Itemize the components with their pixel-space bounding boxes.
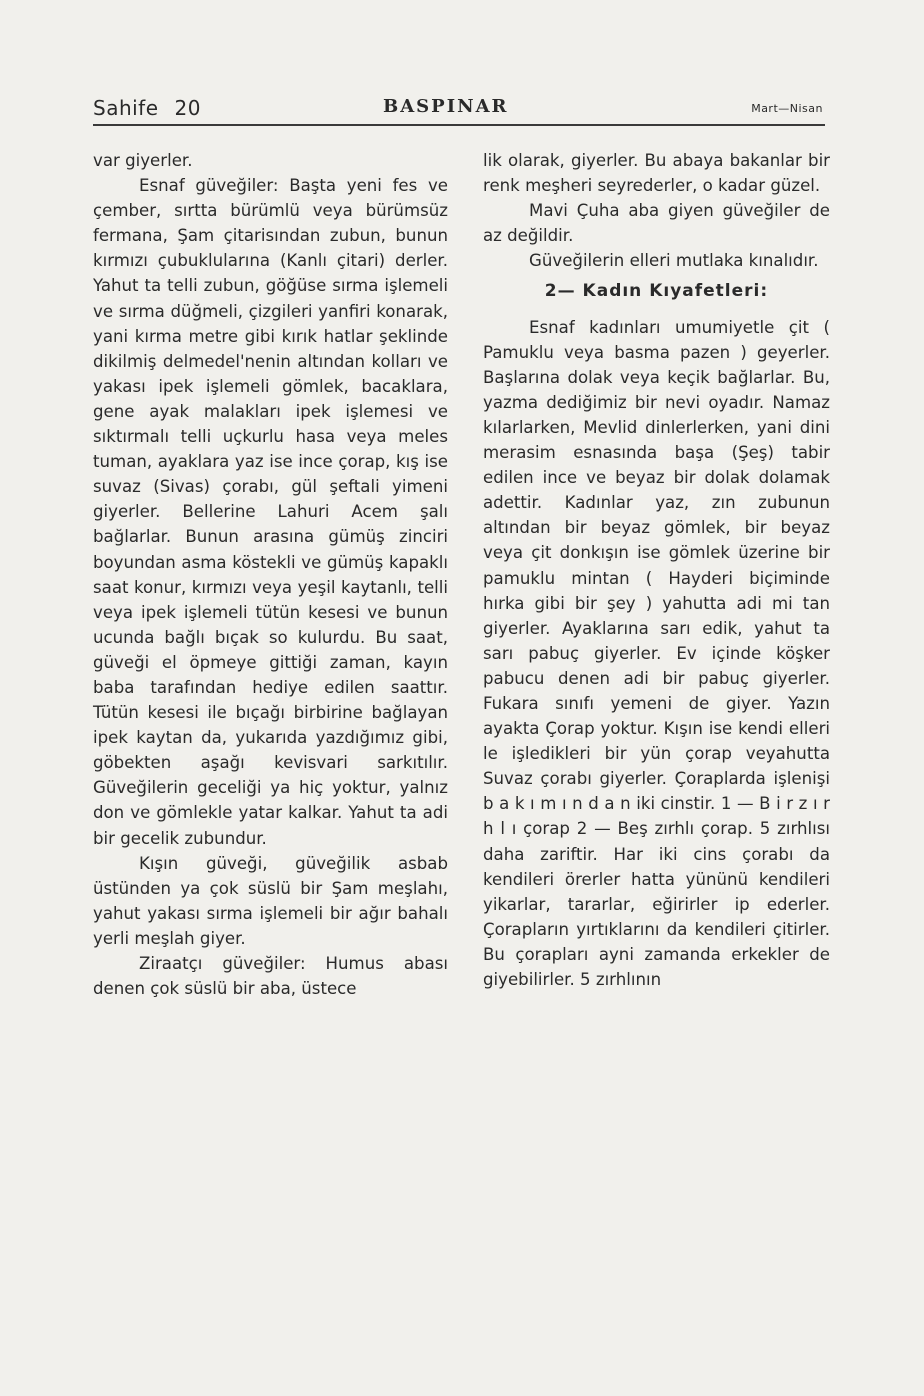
issue-date: Mart—Nisan — [751, 102, 823, 115]
section-heading: 2— Kadın Kıyafetleri: — [544, 281, 769, 302]
paragraph: Kışın güveği, güveğilik asbab üstünden ya çok süslü bir Şam meşlahı, yahut yakası sırma işlemeli bir ağır bahalı yerli meşlah giyer. — [93, 853, 448, 948]
page-label-text: Sahife — [93, 96, 159, 120]
paragraph: Güveğilerin elleri mutlaka kınalıdır. — [529, 251, 819, 271]
left-column — [93, 148, 448, 1001]
page-header — [93, 94, 823, 124]
paragraph: Ziraatçı güveğiler: Humus abası denen çok süslü bir aba, üstece — [93, 954, 448, 999]
page-label — [93, 96, 201, 120]
paragraph: var giyerler. — [93, 151, 193, 170]
header-rule — [93, 124, 825, 126]
paragraph: Esnaf güveğiler: Başta yeni fes ve çember, sırtta bürümlü veya bürümsüz fermana, Şam çitarisından zubun, bunun kırmızı çubuklularına (Kanlı çitari) derler. Yahut ta telli zubun, göğüse sırma işlemeli ve sırma düğmeli, çizgileri yanfiri konarak, yani kırma metre gibi kırık hatlar şeklinde dikilmiş delmedel'nenin altından kolları ve yakası ipek işlemeli gömlek, bacaklara, gene ayak malakları ipek işlemesi ve sıktırmalı telli uçkurlu hasa veya meles tuman, ayaklara yaz ise ince çorap, kış ise suvaz (Sivas) çorabı, gül şeftali yimeni giyerler. Bellerine Lahuri Acem şalı bağlarlar. Bunun arasına gümüş zinciri boyundan asma köstekli ve gümüş kapaklı saat konur, kırmızı veya yeşil kaytanlı, telli veya ipek işlemeli tütün kesesi ve bunun ucunda bağlı bıçak so kulurdu. Bu saat, güveği el öpmeye gittiği zaman, kayın baba tarafından hediye edilen saattır. Tütün kesesi ile bıçağı birbirine bağlayan ipek kaytan da, yukarıda yazdığımız gibi, göbekten aşağı kevisvari sarkıtılır. Güveğilerin geceliği ya hiç yoktur, yalnız don ve gömlekle yatar kalkar. Yahut ta adi bir gecelik zubundur. — [93, 176, 448, 848]
paragraph: lik olarak, giyerler. Bu abaya bakanlar bir renk meşheri seyrederler, o kadar güzel. — [483, 151, 830, 196]
page-number: 20 — [174, 96, 201, 120]
paragraph: Esnaf kadınları umumiyetle çit ( Pamuklu veya basma pazen ) geyerler. Başlarına dolak veya keçik bağlarlar. Bu, yazma dediğimiz bir nevi oyadır. Namaz kılarlarken, Mevlid dinlerlerken, yani dini merasim esnasında başa (Şeş) tabir edilen ince ve beyaz bir dolak dolamak adettir. Kadınlar yaz, zın zubunun altından bir beyaz gömlek, bir beyaz veya çit donkışın ise gömlek üzerine bir pamuklu mintan ( Hayderi biçiminde hırka gibi bir şey ) yahutta adi mi tan giyerler. Ayaklarına sarı edik, yahut ta sarı pabuç giyerler. Ev içinde köşker pabucu denen adi bir pabuç giyerler. Fukara sınıfı yemeni de giyer. Yazın ayakta Çorap yoktur. Kışın ise kendi elleri le işledikleri bir yün çorap veyahutta Suvaz çorabı giyerler. Çoraplarda işlenişi b a k ı m ı n d a n iki cinstir. 1 — B i r z ı r h l ı çorap 2 — Beş zırhlı çorap. 5 zırhlısı daha zariftir. Har iki cins çorabı da kendileri örerler hatta yününü kendileri yikarlar, tararlar, eğirirler ip ederler. Çorapların yırtıklarını da kendileri çitirler. Bu çorapları ayni zamanda erkekler de giyebilirler. 5 zırhlının — [483, 317, 830, 989]
journal-title: BASPINAR — [383, 96, 509, 117]
right-column — [483, 148, 830, 992]
paragraph: Mavi Çuha aba giyen güveğiler de az değildir. — [483, 201, 830, 246]
